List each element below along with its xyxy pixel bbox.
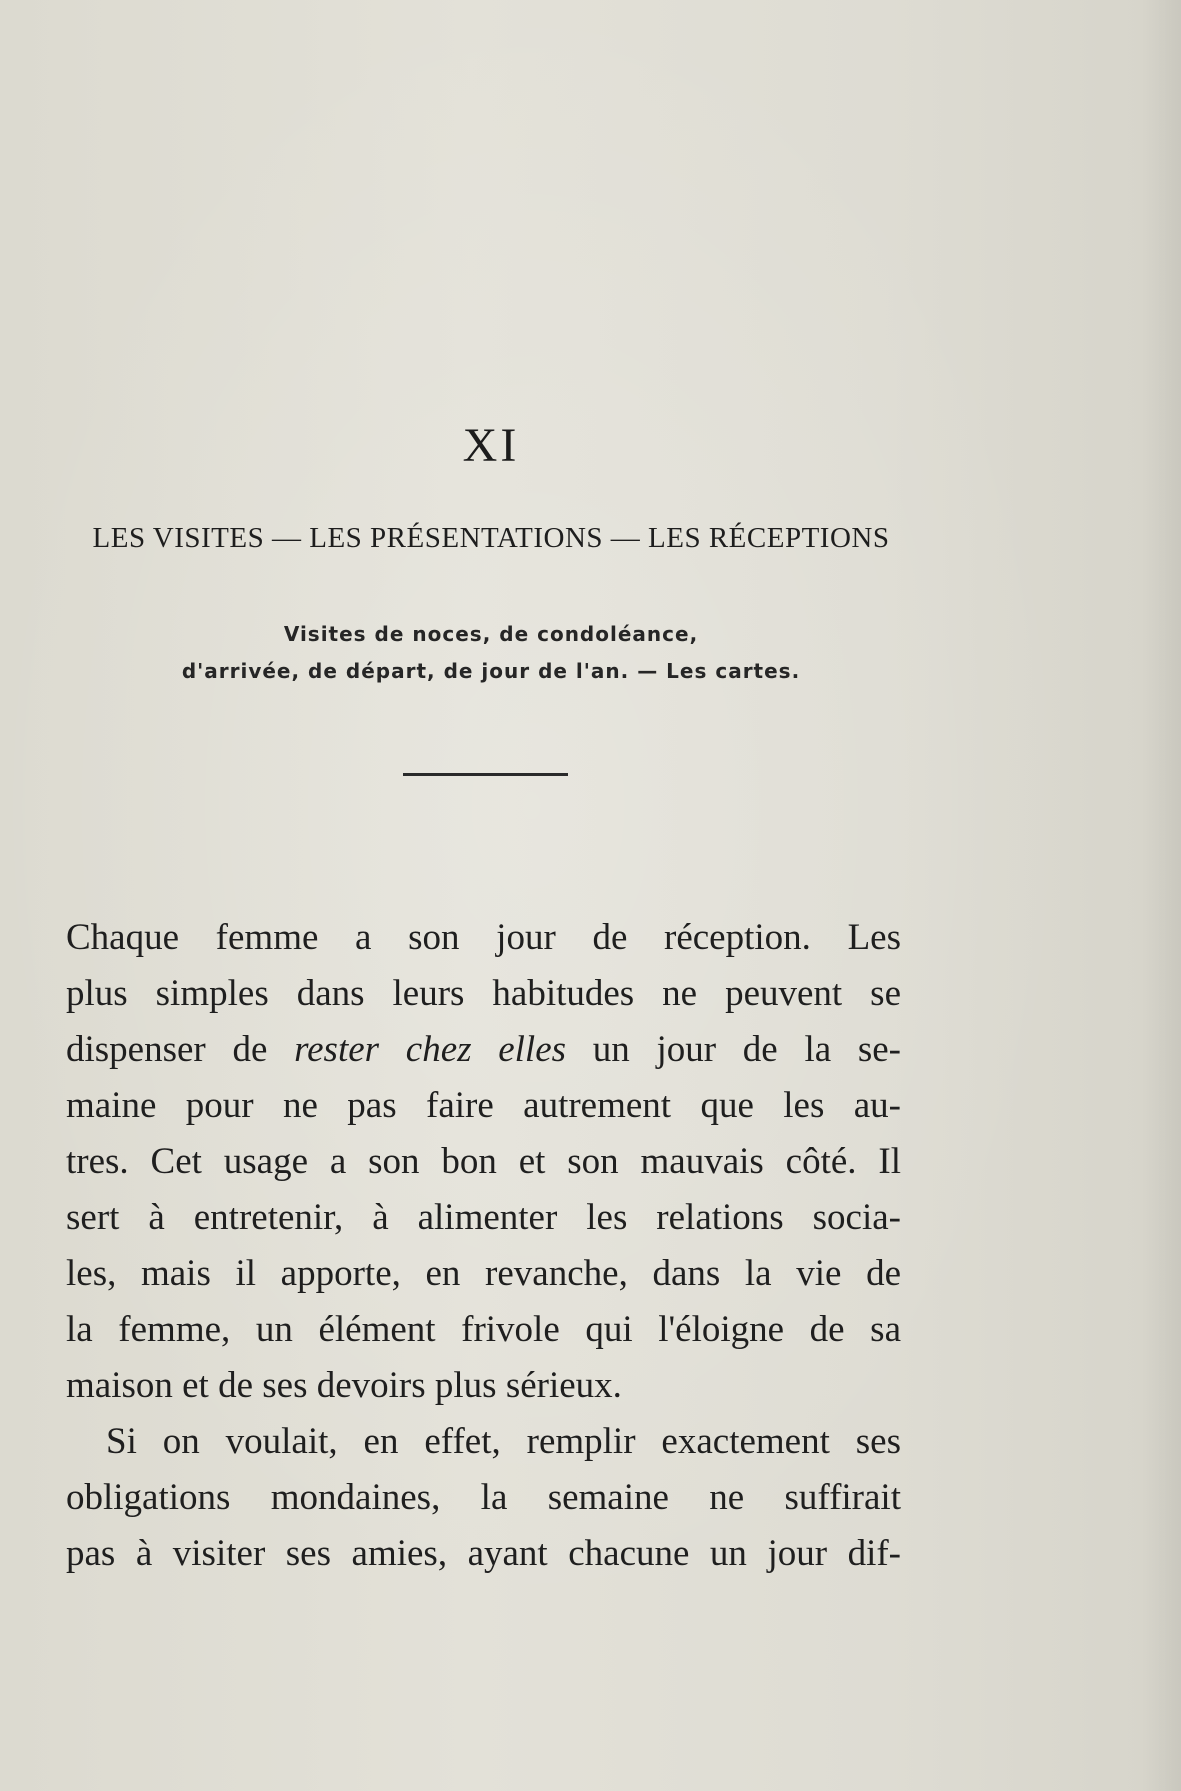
text-line: plus simples dans leurs habitudes ne peuvent se (66, 973, 901, 1014)
text-line (66, 1022, 901, 1078)
text-line: les, mais il apporte, en revanche, dans la vie de (66, 1253, 901, 1294)
text-line: Chaque femme a son jour de réception. Les (66, 917, 901, 958)
text-line: sert à entretenir, à alimenter les relations socia- (66, 1197, 901, 1238)
text-line: obligations mondaines, la semaine ne suffirait (66, 1477, 901, 1518)
text-line: la femme, un élément frivole qui l'éloigne de sa (66, 1309, 901, 1350)
text-segment: dispenser de (66, 1029, 295, 1070)
chapter-summary-line: d'arrivée, de départ, de jour de l'an. — Les cartes. (181, 659, 801, 683)
chapter-number: XI (462, 419, 520, 472)
text-line: maine pour ne pas faire autrement que les au- (66, 1085, 901, 1126)
text-line: maison et de ses devoirs plus sérieux. (66, 1365, 622, 1406)
text-line: tres. Cet usage a son bon et son mauvais côté. Il (66, 1141, 901, 1182)
page-edge-shadow (1141, 0, 1181, 1791)
chapter-title: LES VISITES — LES PRÉSENTATIONS — LES RÉCEPTIONS (92, 522, 890, 554)
chapter-summary-line: Visites de noces, de condoléance, (283, 622, 699, 646)
body-text (66, 910, 901, 1582)
emphasized-text: rester chez elles (294, 1029, 567, 1070)
text-line: Si on voulait, en effet, remplir exactement ses (106, 1421, 901, 1462)
section-divider (403, 773, 568, 776)
text-line: pas à visiter ses amies, ayant chacune un jour dif- (66, 1533, 901, 1574)
text-segment: un jour de la se- (566, 1029, 902, 1070)
